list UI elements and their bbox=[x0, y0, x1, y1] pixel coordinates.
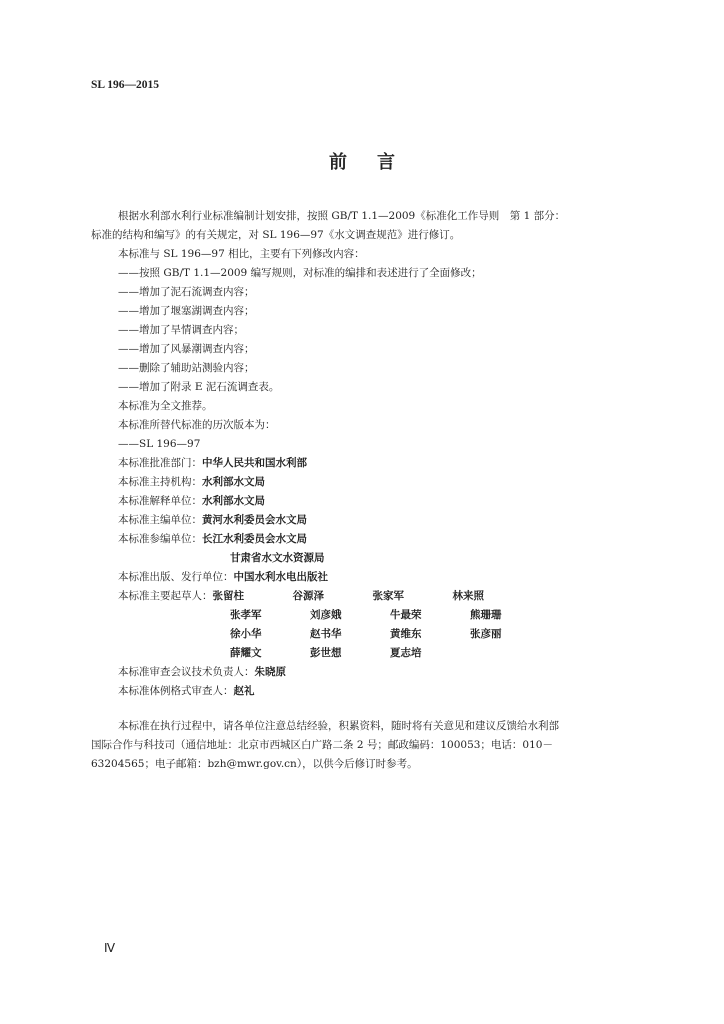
drafter-name: 张孝军 bbox=[230, 609, 262, 621]
participant-value-1: 长江水利委员会水文局 bbox=[202, 533, 307, 545]
closing-line-1: 本标准在执行过程中，请各单位注意总结经验，积累资料，随时将有关意见和建议反馈给水利部 bbox=[118, 720, 559, 732]
drafter-name: 刘彦娥 bbox=[310, 609, 342, 621]
change-item: ——删除了辅助站测验内容； bbox=[118, 362, 255, 374]
tech-label: 本标准审查会议技术负责人： bbox=[118, 666, 255, 678]
history-item: ——SL 196—97 bbox=[118, 438, 201, 450]
chief-line bbox=[118, 511, 658, 530]
change-item: ——按照 GB/T 1.1—2009 编写规则，对标准的编排和表述进行了全面修改； bbox=[118, 267, 482, 279]
publisher-value: 中国水利水电出版社 bbox=[233, 571, 328, 583]
participant-value-2: 甘肃省水文水资源局 bbox=[230, 552, 325, 564]
intro-line-2: 标准的结构和编写》的有关规定，对 SL 196—97《水文调查规范》进行修订。 bbox=[91, 229, 461, 241]
change-item: ——增加了旱情调查内容； bbox=[118, 324, 244, 336]
chief-label: 本标准主编单位： bbox=[118, 514, 202, 526]
approval-value: 中华人民共和国水利部 bbox=[202, 457, 307, 469]
interpret-value: 水利部水文局 bbox=[202, 495, 265, 507]
history-intro: 本标准所替代标准的历次版本为： bbox=[118, 419, 276, 431]
drafter-name: 张彦丽 bbox=[470, 628, 502, 640]
drafters-row bbox=[118, 606, 658, 625]
page-number: Ⅳ bbox=[104, 941, 116, 955]
document-body bbox=[91, 207, 658, 774]
drafter-name: 谷源泽 bbox=[292, 590, 324, 602]
drafter-name: 张家军 bbox=[372, 590, 404, 602]
host-line bbox=[118, 473, 658, 492]
host-value: 水利部水文局 bbox=[202, 476, 265, 488]
closing-line-3: 63204565；电子邮箱：bzh@mwr.gov.cn），以供今后修订时参考。 bbox=[91, 758, 418, 770]
interpret-label: 本标准解释单位： bbox=[118, 495, 202, 507]
drafters-row bbox=[118, 587, 658, 606]
recommend-text: 本标准为全文推荐。 bbox=[118, 400, 213, 412]
drafter-name: 夏志培 bbox=[390, 647, 422, 659]
standard-code: SL 196—2015 bbox=[91, 79, 160, 91]
tech-line bbox=[118, 663, 658, 682]
publisher-label: 本标准出版、发行单位： bbox=[118, 571, 234, 583]
intro-line-1: 根据水利部水利行业标准编制计划安排，按照 GB/T 1.1—2009《标准化工作导则 第 1 部分： bbox=[118, 210, 566, 222]
drafter-name: 林来照 bbox=[452, 590, 484, 602]
drafter-name: 薛耀文 bbox=[230, 647, 262, 659]
change-item: ——增加了泥石流调查内容； bbox=[118, 286, 255, 298]
publisher-line bbox=[118, 568, 658, 587]
drafter-name: 徐小华 bbox=[230, 628, 262, 640]
spacer bbox=[118, 701, 658, 709]
format-value: 赵礼 bbox=[233, 685, 255, 697]
approval-line bbox=[118, 454, 658, 473]
participant-label: 本标准参编单位： bbox=[118, 533, 202, 545]
drafters-label: 本标准主要起草人： bbox=[118, 590, 213, 602]
change-item: ——增加了附录 E 泥石流调查表。 bbox=[118, 381, 280, 393]
tech-value: 朱晓原 bbox=[254, 666, 286, 678]
drafters-row bbox=[118, 625, 658, 644]
format-line bbox=[118, 682, 658, 701]
drafter-name: 黄维东 bbox=[390, 628, 422, 640]
page-title: 前言 bbox=[329, 152, 425, 173]
changes-intro: 本标准与 SL 196—97 相比，主要有下列修改内容： bbox=[118, 248, 365, 260]
chief-value: 黄河水利委员会水文局 bbox=[202, 514, 307, 526]
drafter-name: 彭世想 bbox=[310, 647, 342, 659]
participant-line-2 bbox=[118, 549, 658, 568]
drafter-name: 牛最荣 bbox=[390, 609, 422, 621]
drafter-name: 赵书华 bbox=[310, 628, 342, 640]
participant-line bbox=[118, 530, 658, 549]
spacer bbox=[118, 709, 658, 717]
change-item: ——增加了风暴潮调查内容； bbox=[118, 343, 255, 355]
interpret-line bbox=[118, 492, 658, 511]
format-label: 本标准体例格式审查人： bbox=[118, 685, 234, 697]
drafters-row bbox=[118, 644, 658, 663]
drafter-name: 张留柱 bbox=[212, 590, 244, 602]
closing-line-2: 国际合作与科技司（通信地址：北京市西城区白广路二条 2 号；邮政编码：100053；电话：010－ bbox=[91, 739, 553, 751]
approval-label: 本标准批准部门： bbox=[118, 457, 202, 469]
host-label: 本标准主持机构： bbox=[118, 476, 202, 488]
drafter-name: 熊珊珊 bbox=[470, 609, 502, 621]
change-item: ——增加了堰塞湖调查内容； bbox=[118, 305, 255, 317]
